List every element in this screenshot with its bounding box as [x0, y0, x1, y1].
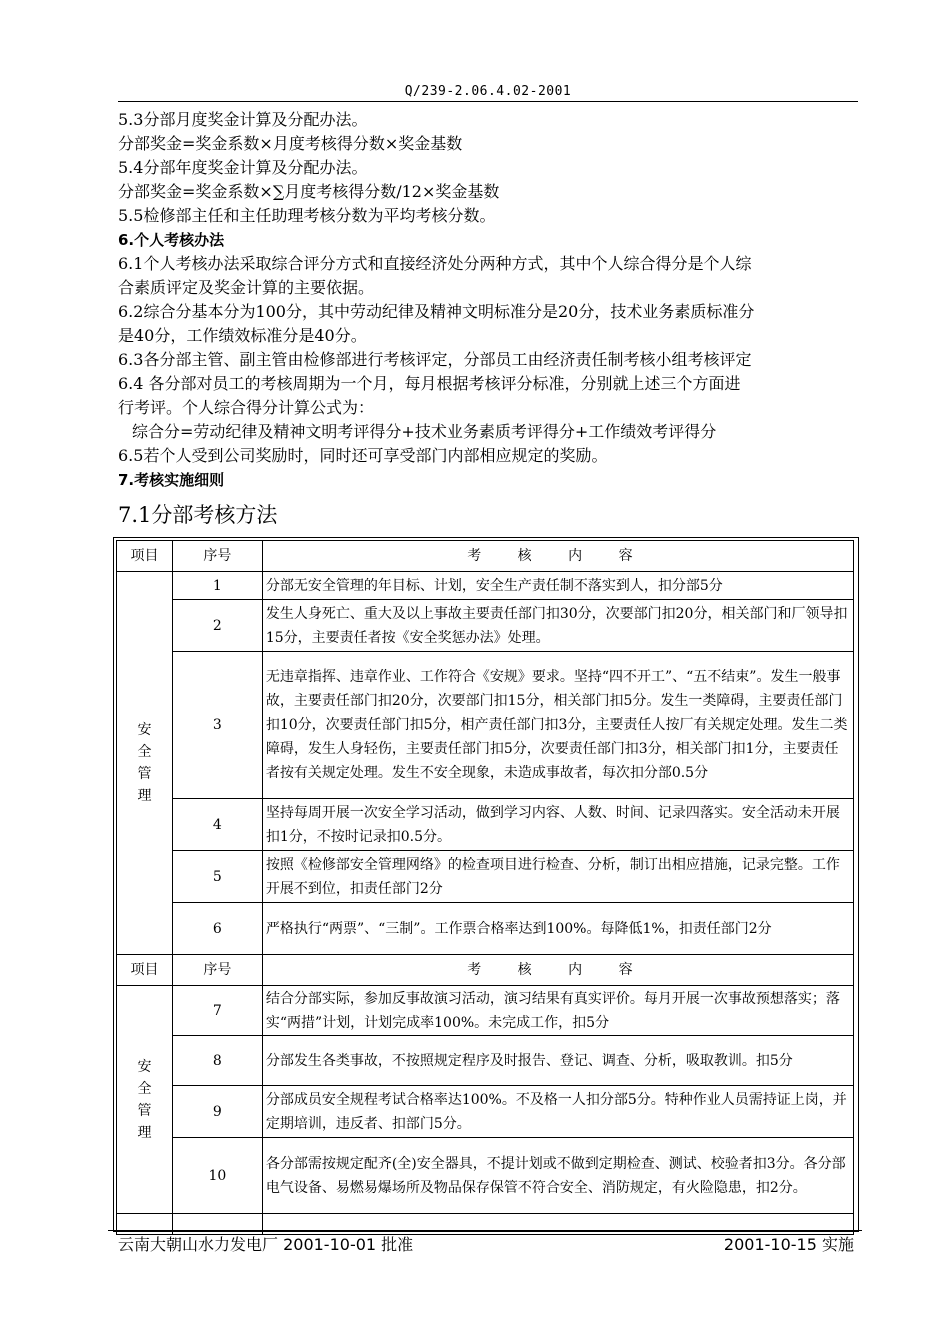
formula-composite-score: 综合分=劳动纪律及精神文明考评得分+技术业务素质考评得分+工作绩效考评得分 [132, 422, 717, 441]
table-row [117, 652, 854, 799]
category-char: 理 [137, 788, 152, 804]
row-number: 2 [172, 600, 262, 652]
header-number: 序号 [172, 955, 262, 986]
paragraph-6-5: 6.5若个人受到公司奖励时，同时还可享受部门内部相应规定的奖励。 [118, 446, 608, 465]
table-header-row [117, 541, 854, 572]
blank-cell [262, 1214, 853, 1235]
heading-section-7-1: 7.1分部考核方法 [118, 503, 278, 527]
row-content: 按照《检修部安全管理网络》的检查项目进行检查、分析，制订出相应措施，记录完整。工作开展不到位，扣责任部门2分 [262, 851, 853, 903]
footer-implementation: 2001-10-15 实施 [723, 1235, 854, 1254]
category-cell [117, 986, 173, 1214]
blank-cell [172, 1214, 262, 1235]
table-row [117, 986, 854, 1036]
header-number: 序号 [172, 541, 262, 572]
row-content: 分部无安全管理的年目标、计划，安全生产责任制不落实到人，扣分部5分 [262, 572, 853, 600]
row-content: 分部成员安全规程考试合格率达100%。不及格一人扣分部5分。特种作业人员需持证上岗，并定期培训，违反者、扣部门5分。 [262, 1086, 853, 1138]
row-content: 分部发生各类事故，不按照规定程序及时报告、登记、调查、分析，吸取教训。扣5分 [262, 1036, 853, 1086]
heading-section-7: 7.考核实施细则 [118, 471, 225, 489]
paragraph-6-1-line1: 6.1个人考核办法采取综合评分方式和直接经济处分两种方式，其中个人综合得分是个人综 [118, 254, 752, 273]
category-char: 管 [137, 1102, 152, 1119]
row-number: 8 [172, 1036, 262, 1086]
paragraph-6-2-line2: 是40分，工作绩效标准分是40分。 [118, 326, 367, 345]
table-row [117, 903, 854, 955]
table-row [117, 799, 854, 851]
row-content: 坚持每周开展一次安全学习活动，做到学习内容、人数、时间、记录四落实。安全活动未开展扣1分，不按时记录扣0.5分。 [262, 799, 853, 851]
table-row [117, 1036, 854, 1086]
table-row [117, 1138, 854, 1214]
row-content: 发生人身死亡、重大及以上事故主要责任部门扣30分，次要部门扣20分，相关部门和厂领导扣15分，主要责任者按《安全奖惩办法》处理。 [262, 600, 853, 652]
heading-section-6: 6.个人考核办法 [118, 231, 225, 249]
document-id: Q/239-2.06.4.02-2001 [404, 84, 572, 99]
table-row [117, 1086, 854, 1138]
paragraph-5-4: 5.4分部年度奖金计算及分配办法。 [118, 158, 368, 177]
table-row [117, 572, 854, 600]
formula-annual-bonus: 分部奖金=奖金系数×∑月度考核得分数/12×奖金基数 [118, 182, 500, 201]
blank-cell [117, 1214, 173, 1235]
category-cell [117, 572, 173, 955]
header-rule [118, 101, 858, 102]
paragraph-6-2-line1: 6.2综合分基本分为100分，其中劳动纪律及精神文明标准分是20分，技术业务素质标准分 [118, 302, 755, 321]
row-number: 1 [172, 572, 262, 600]
row-content: 结合分部实际，参加反事故演习活动，演习结果有真实评价。每月开展一次事故预想落实；落实“两措”计划，计划完成率100%。未完成工作，扣5分 [262, 986, 853, 1036]
body-text [118, 108, 878, 492]
category-char: 安 [137, 722, 152, 738]
paragraph-5-3: 5.3分部月度奖金计算及分配办法。 [118, 110, 368, 129]
header-item: 项目 [117, 541, 173, 572]
category-char: 全 [137, 1080, 152, 1097]
footer-approval: 云南大朝山水力发电厂 2001-10-01 批准 [118, 1235, 414, 1254]
assessment-table [116, 540, 854, 1235]
paragraph-5-5: 5.5检修部主任和主任助理考核分数为平均考核分数。 [118, 206, 496, 225]
table-row-blank [117, 1214, 854, 1235]
row-number: 3 [172, 652, 262, 799]
row-number: 9 [172, 1086, 262, 1138]
table-header-row [117, 955, 854, 986]
table-row [117, 851, 854, 903]
header-item: 项目 [117, 955, 173, 986]
category-char: 管 [137, 766, 152, 782]
paragraph-6-3: 6.3各分部主管、副主管由检修部进行考核评定，分部员工由经济责任制考核小组考核评定 [118, 350, 752, 369]
row-content: 各分部需按规定配齐(全)安全器具，不提计划或不做到定期检查、测试、校验者扣3分。各分部电气设备、易燃易爆场所及物品保存保管不符合安全、消防规定，有火险隐患，扣2分。 [262, 1138, 853, 1214]
header-content: 考 核 内 容 [262, 955, 853, 986]
row-content: 无违章指挥、违章作业、工作符合《安规》要求。坚持“四不开工”、“五不结束”。发生一般事故，主要责任部门扣20分，次要部门扣15分，相关部门扣5分。发生一类障碍，主要责任部门扣10分，次要责任部门扣5分，相产责任部门扣3分，主要责任人按厂有关规定处理。发生二类障碍，发生人身轻伤，主要责任部门扣5分，次要责任部门扣3分，相关部门扣1分，主要责任者按有关规定处理。发生不安全现象，未造成事故者，每次扣分部0.5分 [262, 652, 853, 799]
paragraph-6-1-line2: 合素质评定及奖金计算的主要依据。 [118, 278, 375, 297]
paragraph-6-4-line1: 6.4 各分部对员工的考核周期为一个月，每月根据考核评分标准，分别就上述三个方面进 [118, 374, 741, 393]
row-number: 5 [172, 851, 262, 903]
row-number: 10 [172, 1138, 262, 1214]
formula-monthly-bonus: 分部奖金=奖金系数×月度考核得分数×奖金基数 [118, 134, 463, 153]
table-row [117, 600, 854, 652]
row-number: 7 [172, 986, 262, 1036]
row-number: 4 [172, 799, 262, 851]
header-content: 考 核 内 容 [262, 541, 853, 572]
footer-rule [108, 1230, 862, 1231]
row-content: 严格执行“两票”、“三制”。工作票合格率达到100%。每降低1%，扣责任部门2分 [262, 903, 853, 955]
row-number: 6 [172, 903, 262, 955]
category-char: 安 [137, 1058, 152, 1075]
category-char: 全 [137, 744, 152, 760]
paragraph-6-4-line2: 行考评。个人综合得分计算公式为： [118, 398, 375, 417]
category-char: 理 [137, 1124, 152, 1141]
